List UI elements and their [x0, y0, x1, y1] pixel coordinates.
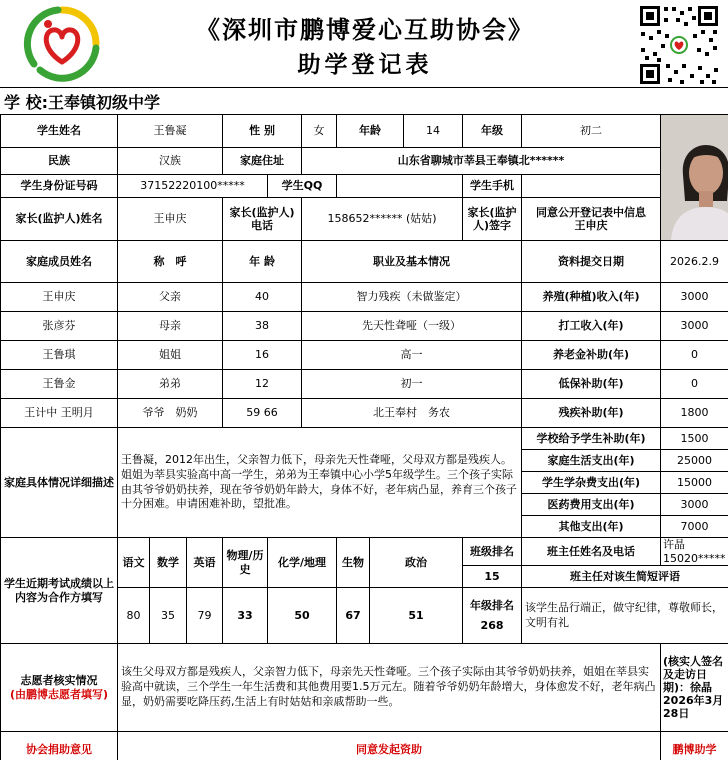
- registration-form-table: [0, 114, 728, 760]
- label-job: 职业及基本情况: [302, 241, 522, 283]
- family-member-name: 张彦芬: [1, 312, 118, 341]
- finance-label-0: 资料提交日期: [522, 241, 661, 283]
- finance-label-5: 残疾补助(年): [522, 399, 661, 428]
- family-member-age: 59 66: [223, 399, 302, 428]
- student-name: 王鲁凝: [118, 115, 223, 148]
- label-student-name: 学生姓名: [1, 115, 118, 148]
- form-header: [0, 0, 728, 88]
- student-address: 山东省聊城市莘县王奉镇北******: [302, 148, 661, 175]
- org-name: 鹏博助学: [661, 732, 728, 760]
- family-member-job: 北王奉村 务农: [302, 399, 522, 428]
- label-student-qq: 学生QQ: [268, 174, 337, 197]
- exam-subject: 政治: [370, 538, 463, 588]
- label-ethnicity: 民族: [1, 148, 118, 175]
- exam-score: 51: [370, 588, 463, 644]
- label-relation: 称 呼: [118, 241, 223, 283]
- family-member-name: 王鲁金: [1, 370, 118, 399]
- exam-score: 79: [187, 588, 223, 644]
- student-photo: [661, 115, 728, 241]
- family-member-age: 40: [223, 283, 302, 312]
- exam-score: 33: [223, 588, 268, 644]
- grade-rank-cell: [463, 588, 522, 644]
- guardian-phone: 158652****** (姑姑): [302, 197, 463, 240]
- label-address: 家庭住址: [223, 148, 302, 175]
- guardian-signature-cell: [522, 197, 661, 240]
- student-qq: [337, 174, 463, 197]
- exam-subject: 语文: [118, 538, 150, 588]
- student-gender: 女: [302, 115, 337, 148]
- label-student-phone: 学生手机: [463, 174, 522, 197]
- label-grade: 年级: [463, 115, 522, 148]
- qr-code: [638, 4, 720, 86]
- label-grade-rank: 年级排名: [470, 599, 515, 613]
- label-class-rank: 班级排名: [463, 538, 522, 566]
- exam-subject: 物理/历史: [223, 538, 268, 588]
- label-teacher-comment: 班主任对该生简短评语: [522, 566, 728, 588]
- family-member-relation: 母亲: [118, 312, 223, 341]
- finance-label-7: 家庭生活支出(年): [522, 450, 661, 472]
- label-teacher-contact: 班主任姓名及电话: [522, 538, 661, 566]
- finance-label-1: 养殖(种植)收入(年): [522, 283, 661, 312]
- label-family-detail: 家庭具体情况详细描述: [1, 428, 118, 538]
- student-ethnicity: 汉族: [118, 148, 223, 175]
- label-guardian-phone: 家长(监护人)电话: [223, 197, 302, 240]
- family-member-relation: 爷爷 奶奶: [118, 399, 223, 428]
- label-verification-sub: (由鹏博志愿者填写): [9, 687, 109, 701]
- family-member-relation: 姐姐: [118, 341, 223, 370]
- finance-value-8: 15000: [661, 472, 728, 494]
- donation-opinion: 同意发起资助: [118, 732, 661, 760]
- grade-rank: 268: [480, 618, 504, 632]
- exam-subject: 数学: [150, 538, 187, 588]
- family-member-name: 王计中 王明月: [1, 399, 118, 428]
- finance-label-9: 医药费用支出(年): [522, 494, 661, 516]
- family-member-job: 智力残疾（未做鉴定）: [302, 283, 522, 312]
- exam-subject: 英语: [187, 538, 223, 588]
- finance-label-10: 其他支出(年): [522, 516, 661, 538]
- guardian-consent: 同意公开登记表中信息: [536, 205, 647, 219]
- finance-value-6: 1500: [661, 428, 728, 450]
- student-grade: 初二: [522, 115, 661, 148]
- family-member-age: 16: [223, 341, 302, 370]
- exam-score: 35: [150, 588, 187, 644]
- guardian-name: 王申庆: [118, 197, 223, 240]
- finance-label-3: 养老金补助(年): [522, 341, 661, 370]
- family-member-name: 王鲁琪: [1, 341, 118, 370]
- verifier-signature: (核实人签名及走访日期)：徐晶2026年3月28日: [661, 644, 728, 732]
- teacher-contact: 许晶15020*****: [661, 538, 728, 566]
- exam-score: 67: [337, 588, 370, 644]
- finance-value-2: 3000: [661, 312, 728, 341]
- exam-score: 50: [268, 588, 337, 644]
- label-guardian-sign: 家长(监护人)签字: [463, 197, 522, 240]
- student-phone: [522, 174, 661, 197]
- label-gender: 性 别: [223, 115, 302, 148]
- finance-value-9: 3000: [661, 494, 728, 516]
- family-member-name: 王申庆: [1, 283, 118, 312]
- finance-label-2: 打工收入(年): [522, 312, 661, 341]
- verification-text: 该生父母双方都是残疾人，父亲智力低下，母亲先天性聋哑。三个孩子实际由其爷爷奶奶扶养，姐姐在莘县实验高中就读，三个学生一年生活费和其他费用要1.5万元左。随着爷爷奶奶年龄增大，身体愈发不好，老年病凸显，奶奶需要吃降压药,生活上有时姑姑和亲戚帮助一些。: [118, 644, 661, 732]
- association-title: 《深圳市鹏博爱心互助协会》: [196, 15, 534, 44]
- school-name: 学 校:王奉镇初级中学: [4, 93, 160, 112]
- label-donation-opinion: 协会捐助意见: [1, 732, 118, 760]
- label-family-member: 家庭成员姓名: [1, 241, 118, 283]
- family-member-job: 高一: [302, 341, 522, 370]
- student-age: 14: [404, 115, 463, 148]
- family-member-job: 先天性聋哑（一级）: [302, 312, 522, 341]
- guardian-signature: 王申庆: [574, 218, 608, 232]
- finance-value-1: 3000: [661, 283, 728, 312]
- family-member-relation: 父亲: [118, 283, 223, 312]
- finance-value-10: 7000: [661, 516, 728, 538]
- table-row: [1, 312, 728, 341]
- finance-value-4: 0: [661, 370, 728, 399]
- finance-value-5: 1800: [661, 399, 728, 428]
- label-member-age: 年 龄: [223, 241, 302, 283]
- student-id: 37152220100*****: [118, 174, 268, 197]
- finance-label-4: 低保补助(年): [522, 370, 661, 399]
- table-row: [1, 341, 728, 370]
- exam-subject: 化学/地理: [268, 538, 337, 588]
- teacher-comment: 该学生品行端正，做守纪律，尊敬师长，文明有礼: [522, 588, 728, 644]
- label-guardian-name: 家长(监护人)姓名: [1, 197, 118, 240]
- finance-label-6: 学校给予学生补助(年): [522, 428, 661, 450]
- family-member-relation: 弟弟: [118, 370, 223, 399]
- finance-value-0: 2026.2.9: [661, 241, 728, 283]
- verification-label-cell: [1, 644, 118, 732]
- label-verification: 志愿者核实情况: [20, 674, 98, 688]
- table-row: [1, 370, 728, 399]
- association-logo: [20, 4, 104, 84]
- form-title: 助学登记表: [297, 51, 433, 78]
- exam-score: 80: [118, 588, 150, 644]
- table-row: [1, 283, 728, 312]
- family-detail-text: 王鲁凝，2012年出生，父亲智力低下，母亲先天性聋哑，父母双方都是残疾人。姐姐为莘县实验高中高一学生，弟弟为王奉镇中心小学5年级学生。三个孩子实际由其爷爷奶奶扶养，现在爷爷奶奶年龄大，身体不好，老年病凸显，养育三个孩子十分困难。申请困难补助，望批准。: [118, 428, 522, 538]
- finance-value-3: 0: [661, 341, 728, 370]
- family-member-age: 38: [223, 312, 302, 341]
- exam-subject: 生物: [337, 538, 370, 588]
- label-exams: 学生近期考试成绩以上内容为合作方填写: [1, 538, 118, 644]
- label-age: 年龄: [337, 115, 404, 148]
- family-member-age: 12: [223, 370, 302, 399]
- family-member-job: 初一: [302, 370, 522, 399]
- table-row: [1, 399, 728, 428]
- class-rank: 15: [463, 566, 522, 588]
- label-student-id: 学生身份证号码: [1, 174, 118, 197]
- finance-value-7: 25000: [661, 450, 728, 472]
- finance-label-8: 学生学杂费支出(年): [522, 472, 661, 494]
